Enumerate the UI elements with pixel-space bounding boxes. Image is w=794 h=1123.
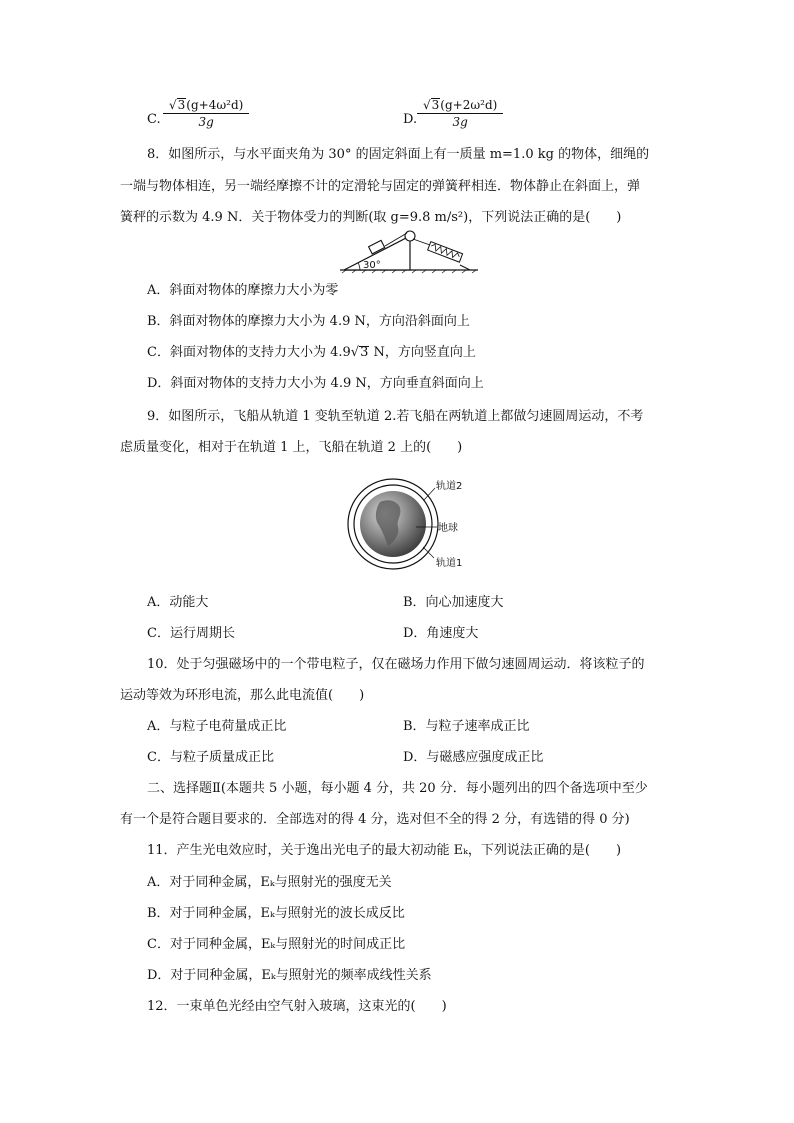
- q7-option-c-fraction: $\frac{\text{√3(g+4ω²d)}}{3g}$: [163, 98, 249, 129]
- q10-option-d: D．与磁感应强度成正比: [403, 750, 544, 765]
- earth-label: 地球: [438, 523, 458, 534]
- q9-option-a: A．动能大: [147, 595, 209, 610]
- q8-option-c-root: 3: [360, 345, 369, 360]
- orbit1-label: 轨道1: [436, 558, 463, 569]
- section2-heading-line2: 有一个是符合题目要求的．全部选对的得 4 分，选对但不全的得 2 分，有选错的得 0 分): [120, 812, 630, 827]
- angle-label: 30°: [363, 260, 381, 271]
- q8-option-b: B．斜面对物体的摩擦力大小为 4.9 N，方向沿斜面向上: [147, 314, 470, 329]
- q8-option-a: A．斜面对物体的摩擦力大小为零: [147, 283, 339, 298]
- q7-option-d-fraction: $\frac{\text{√3(g+2ω²d)}}{3g}$: [417, 98, 503, 129]
- q8-option-c-pre: C．斜面对物体的支持力大小为 4.9: [147, 345, 351, 360]
- orbit-figure: [338, 472, 498, 572]
- q7-option-c-root: 3: [177, 98, 186, 112]
- q8-option-c-post: N，方向竖直向上: [369, 345, 476, 360]
- q9-option-d: D．角速度大: [403, 626, 479, 641]
- q12-stem-line1: 12．一束单色光经由空气射入玻璃，这束光的( ): [147, 999, 447, 1014]
- incline-figure: [338, 226, 482, 274]
- q7-option-d-label: D.: [403, 112, 418, 127]
- q11-option-c: C．对于同种金属，Eₖ与照射光的时间成正比: [147, 937, 406, 952]
- q9-option-c: C．运行周期长: [147, 626, 235, 641]
- q9-option-b: B．向心加速度大: [403, 595, 504, 610]
- scale-anchor: [460, 265, 470, 270]
- q8-stem-line3: 簧秤的示数为 4.9 N．关于物体受力的判断(取 g=9.8 m/s²)，下列说法正确的是( ): [120, 210, 622, 225]
- spring-scale: [428, 242, 463, 263]
- orbit2-label: 轨道2: [436, 481, 463, 492]
- q7-option-c-num: (g+4ω²d): [186, 98, 244, 112]
- q8-option-c: C．斜面对物体的支持力大小为 4.9√3 N，方向竖直向上: [147, 345, 476, 360]
- q7-option-c-label: C.: [147, 112, 161, 127]
- q9-stem-line1: 9．如图所示，飞船从轨道 1 变轨至轨道 2.若飞船在两轨道上都做匀速圆周运动，不考: [147, 409, 644, 424]
- q10-stem-line1: 10．处于匀强磁场中的一个带电粒子，仅在磁场力作用下做匀速圆周运动．将该粒子的: [147, 657, 645, 672]
- q8-option-d: D．斜面对物体的支持力大小为 4.9 N，方向垂直斜面向上: [147, 376, 484, 391]
- rope-lower: [413, 239, 430, 245]
- section2-heading-line1: 二、选择题Ⅱ(本题共 5 小题，每小题 4 分，共 20 分．每小题列出的四个备选项中至少: [147, 781, 648, 796]
- q7-option-d-root: 3: [431, 98, 440, 112]
- q7-option-d-num: (g+2ω²d): [440, 98, 498, 112]
- q10-option-a: A．与粒子电荷量成正比: [147, 719, 287, 734]
- q11-option-a: A．对于同种金属，Eₖ与照射光的强度无关: [147, 875, 392, 890]
- q11-option-d: D．对于同种金属，Eₖ与照射光的频率成线性关系: [147, 968, 432, 983]
- q10-option-b: B．与粒子速率成正比: [403, 719, 530, 734]
- q11-option-b: B．对于同种金属，Eₖ与照射光的波长成反比: [147, 906, 405, 921]
- q7-option-d-den: 3g: [452, 115, 468, 129]
- q10-stem-line2: 运动等效为环形电流，那么此电流值( ): [120, 688, 365, 703]
- q8-stem-line1: 8．如图所示，与水平面夹角为 30° 的固定斜面上有一质量 m=1.0 kg 的物体，细绳的: [147, 147, 650, 162]
- q10-option-c: C．与粒子质量成正比: [147, 750, 274, 765]
- q9-stem-line2: 虑质量变化，相对于在轨道 1 上，飞船在轨道 2 上的( ): [120, 440, 463, 455]
- q11-stem-line1: 11．产生光电效应时，关于逸出光电子的最大初动能 Eₖ，下列说法正确的是( ): [147, 843, 622, 858]
- q7-option-c-den: 3g: [198, 115, 214, 129]
- q8-stem-line2: 一端与物体相连，另一端经摩擦不计的定滑轮与固定的弹簧秤相连．物体静止在斜面上，弹: [120, 179, 641, 194]
